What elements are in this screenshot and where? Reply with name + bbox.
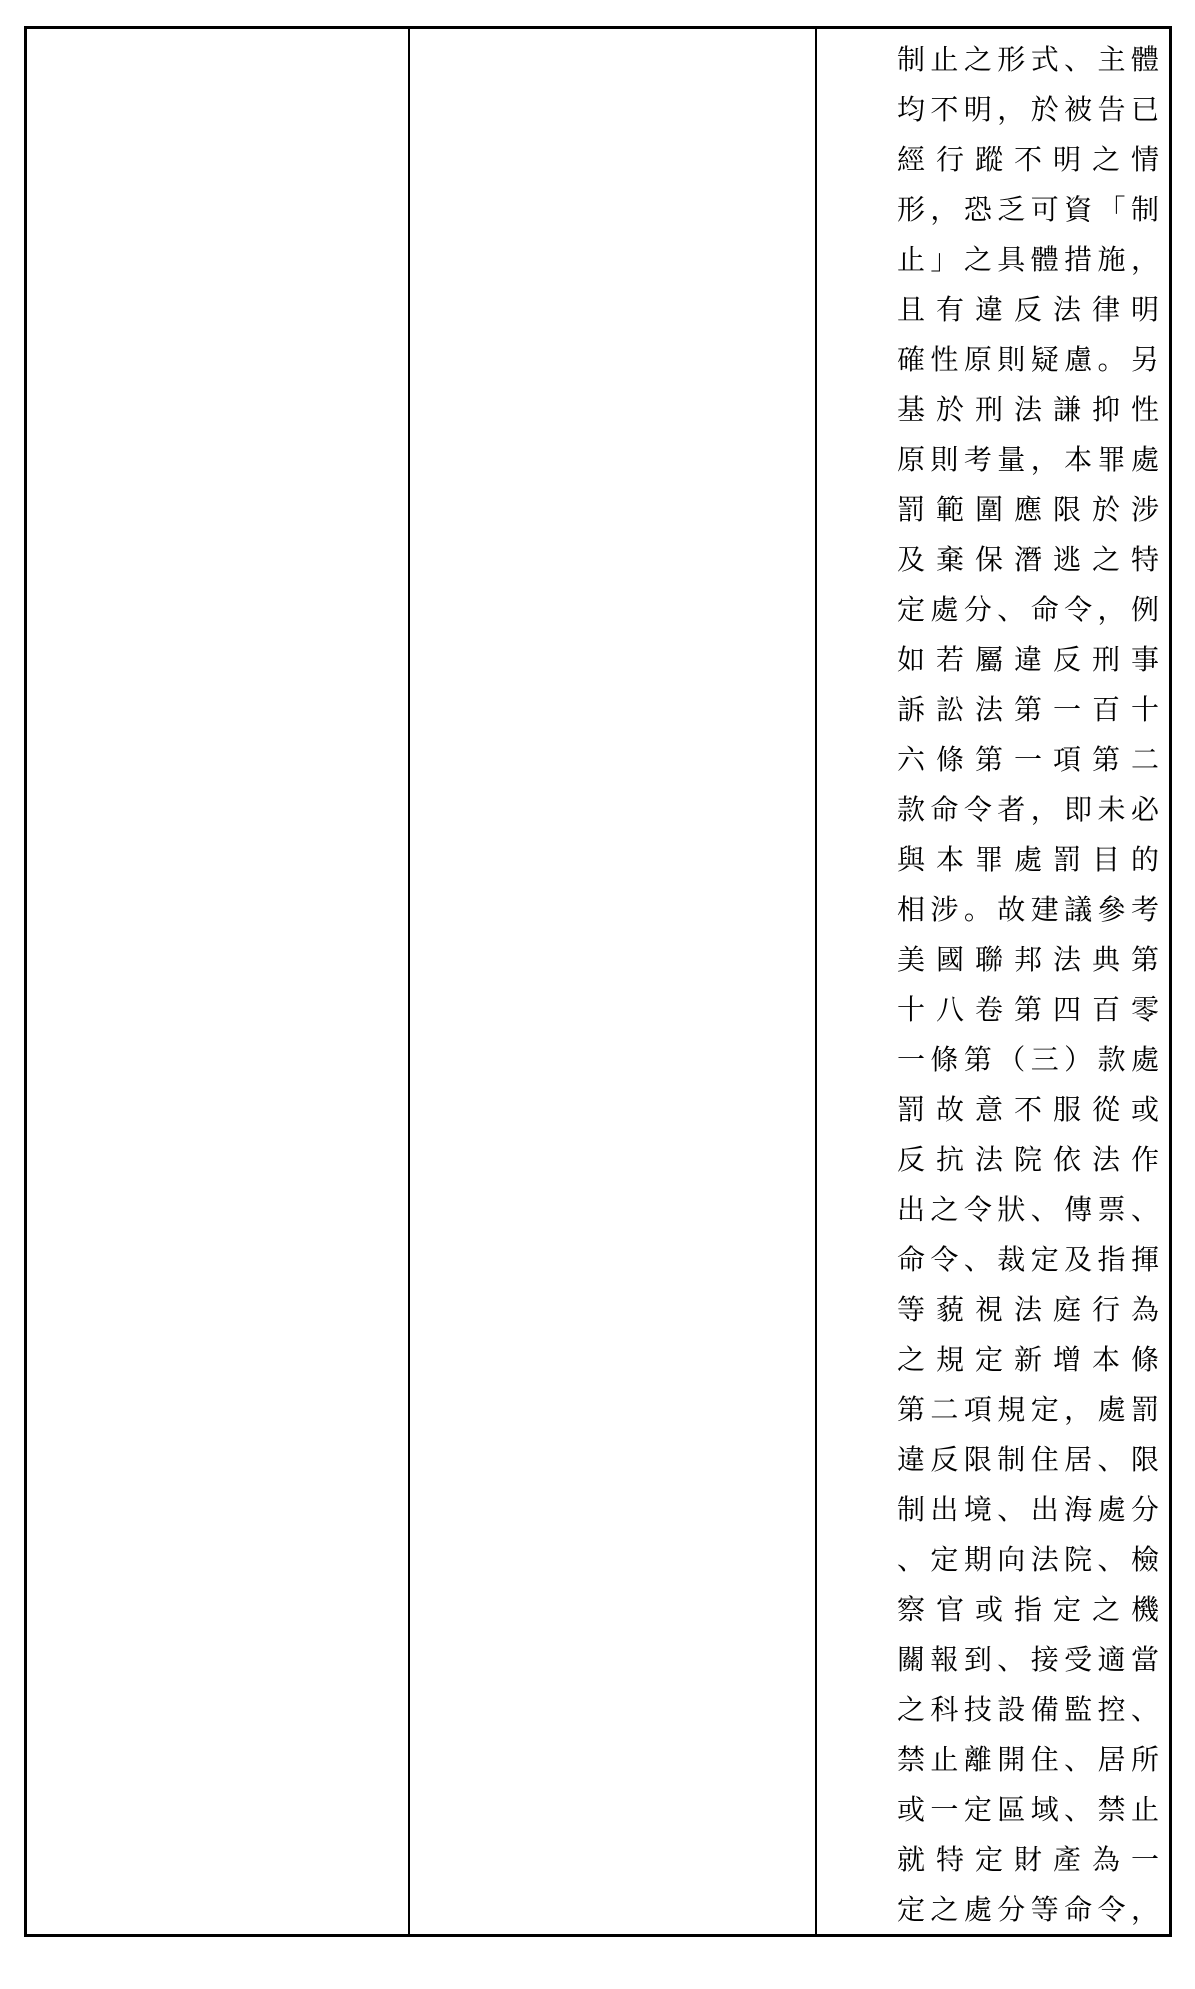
explanation-text-line: 經行蹤不明之情 [897,143,1159,176]
explanation-text-line: 出之令狀、傳票、 [897,1193,1159,1226]
explanation-text-line: 一條第（三）款處 [897,1043,1159,1076]
explanation-text-line: 制止之形式、主體 [897,43,1159,76]
explanation-text-line: 六條第一項第二 [897,743,1159,776]
explanation-text-line: 命令、裁定及指揮 [897,1243,1159,1276]
explanation-text-line: 且有違反法律明 [897,293,1159,326]
explanation-text-line: 制出境、出海處分 [897,1493,1159,1526]
explanation-text-line: 關報到、接受適當 [897,1643,1159,1676]
explanation-text-line: 或一定區域、禁止 [897,1793,1159,1826]
explanation-text-line: 相涉。故建議參考 [897,893,1159,926]
explanation-text-line: 第二項規定，處罰 [897,1393,1159,1426]
explanation-text-line: 款命令者，即未必 [897,793,1159,826]
table-frame [24,26,1172,1937]
explanation-text-line: 基於刑法謙抑性 [897,393,1159,426]
explanation-text-line: 如若屬違反刑事 [897,643,1159,676]
table-column-2 [410,29,817,1934]
explanation-text-line: 美國聯邦法典第 [897,943,1159,976]
explanation-text-line: 定之處分等命令， [897,1893,1159,1926]
explanation-text-line: 等藐視法庭行為 [897,1293,1159,1326]
explanation-text-line: 十八卷第四百零 [897,993,1159,1026]
explanation-text-line: 與本罪處罰目的 [897,843,1159,876]
explanation-text-line: 違反限制住居、限 [897,1443,1159,1476]
explanation-text-line: 察官或指定之機 [897,1593,1159,1626]
explanation-text-line: 、定期向法院、檢 [897,1543,1159,1576]
explanation-text-line: 原則考量，本罪處 [897,443,1159,476]
explanation-text-line: 罰故意不服從或 [897,1093,1159,1126]
table-column-1 [27,29,410,1934]
explanation-text-line: 之科技設備監控、 [897,1693,1159,1726]
explanation-text-line: 罰範圍應限於涉 [897,493,1159,526]
explanation-text-line: 均不明，於被告已 [897,93,1159,126]
explanation-text-line: 形，恐乏可資「制 [897,193,1159,226]
explanation-text-line: 禁止離開住、居所 [897,1743,1159,1776]
explanation-text-line: 止」之具體措施， [897,243,1159,276]
explanation-text-line: 之規定新增本條 [897,1343,1159,1376]
explanation-text-line: 訴訟法第一百十 [897,693,1159,726]
explanation-text-line: 及棄保潛逃之特 [897,543,1159,576]
explanation-text-line: 確性原則疑慮。另 [897,343,1159,376]
table-column-3 [817,29,1169,1934]
explanation-text-line: 就特定財產為一 [897,1843,1159,1876]
explanation-text-line: 定處分、命令，例 [897,593,1159,626]
explanation-text-line: 反抗法院依法作 [897,1143,1159,1176]
